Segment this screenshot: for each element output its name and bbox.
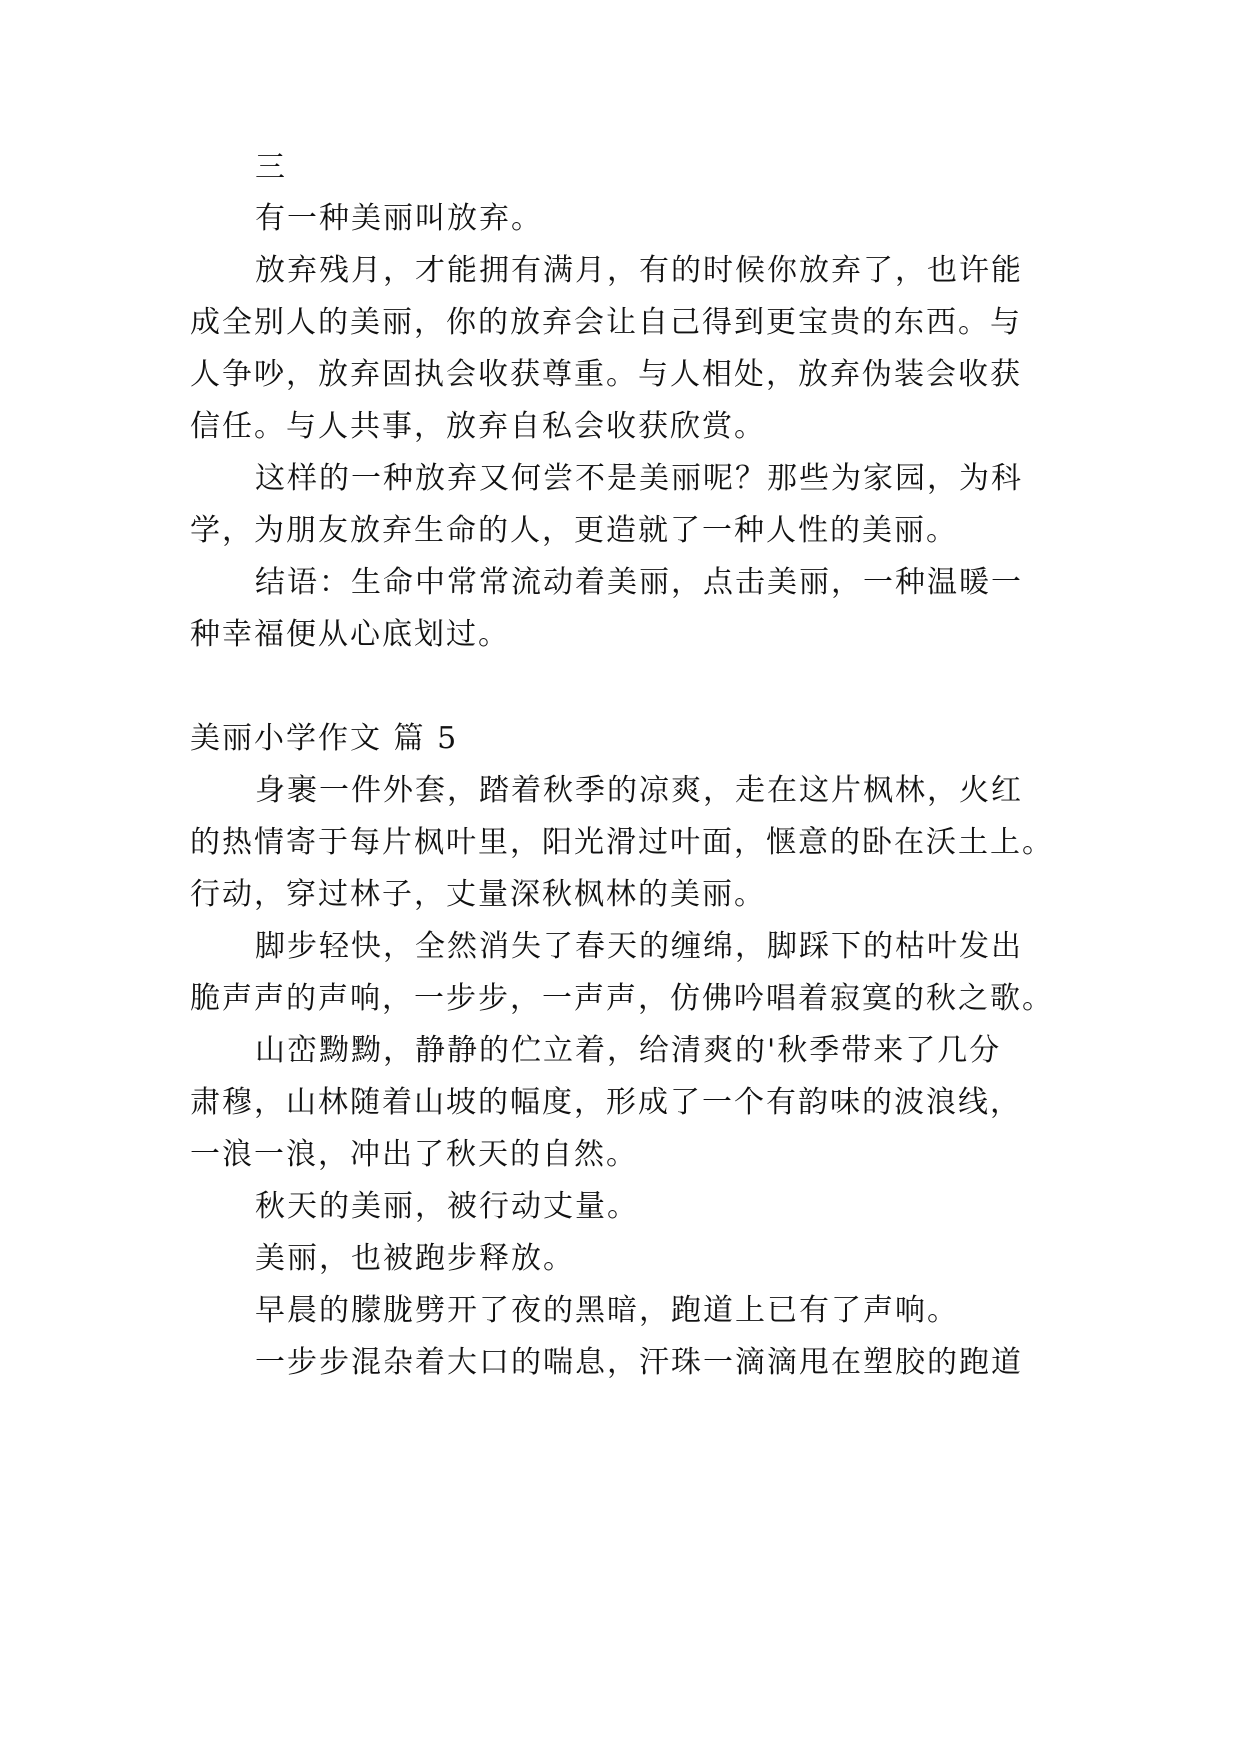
section-heading: 美丽小学作文 篇 5 [190,721,459,756]
paragraph-line: 这样的一种放弃又何尝不是美丽呢？那些为家园，为科 [255,461,1023,496]
paragraph-line: 脚步轻快，全然消失了春天的缠绵，脚踩下的枯叶发出 [255,929,1023,964]
paragraph-line: 结语：生命中常常流动着美丽，点击美丽，一种温暖一 [255,565,1023,600]
paragraph-line: 学，为朋友放弃生命的人，更造就了一种人性的美丽。 [190,513,958,548]
paragraph-line: 行动，穿过林子，丈量深秋枫林的美丽。 [190,877,766,912]
paragraph-line: 的热情寄于每片枫叶里，阳光滑过叶面，惬意的卧在沃土上。 [190,825,1054,860]
paragraph-line: 成全别人的美丽，你的放弃会让自己得到更宝贵的东西。与 [190,305,1022,340]
paragraph-line: 秋天的美丽，被行动丈量。 [255,1189,639,1224]
paragraph-line: 人争吵，放弃固执会收获尊重。与人相处，放弃伪装会收获 [190,357,1022,392]
paragraph-line: 放弃残月，才能拥有满月，有的时候你放弃了，也许能 [255,253,1023,288]
paragraph-line: 有一种美丽叫放弃。 [255,201,543,236]
paragraph-line: 一步步混杂着大口的喘息，汗珠一滴滴甩在塑胶的跑道 [255,1345,1023,1380]
paragraph-line: 种幸福便从心底划过。 [190,617,510,652]
paragraph-line: 一浪一浪，冲出了秋天的自然。 [190,1137,638,1172]
paragraph-line: 美丽，也被跑步释放。 [255,1241,575,1276]
paragraph-line: 脆声声的声响，一步步，一声声，仿佛吟唱着寂寞的秋之歌。 [190,981,1054,1016]
paragraph-line: 早晨的朦胧劈开了夜的黑暗，跑道上已有了声响。 [255,1293,959,1328]
paragraph-line: 山峦黝黝，静静的伫立着，给清爽的'秋季带来了几分 [255,1033,1002,1068]
paragraph-line: 信任。与人共事，放弃自私会收获欣赏。 [190,409,766,444]
section-number: 三 [255,150,287,185]
paragraph-line: 身裹一件外套，踏着秋季的凉爽，走在这片枫林，火红 [255,773,1023,808]
paragraph-line: 肃穆，山林随着山坡的幅度，形成了一个有韵味的波浪线， [190,1085,1022,1120]
